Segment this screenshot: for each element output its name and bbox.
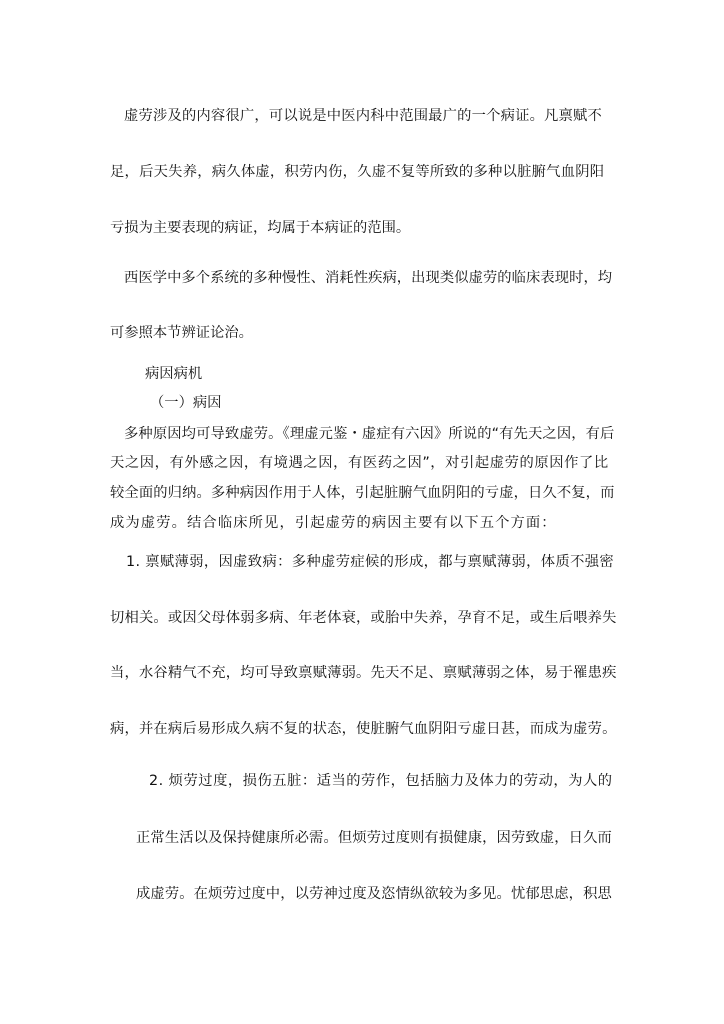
text-line: 当，水谷精气不充，均可导致禀赋薄弱。先天不足、禀赋薄弱之体，易于罹患疾 — [110, 665, 617, 681]
text-line: 天之因，有外感之因，有境遇之因，有医药之因”，对引起虚劳的原因作了比 — [110, 455, 609, 471]
section-heading: 病因病机 — [145, 366, 203, 382]
text-line: 亏损为主要表现的病证，均属于本病证的范围。 — [110, 220, 411, 236]
text-line: 正常生活以及保持健康所必需。但烦劳过度则有损健康，因劳致虚，日久而 — [136, 830, 612, 846]
text-line: 1. 禀赋薄弱，因虚致病：多种虚劳症候的形成，都与禀赋薄弱，体质不强密 — [126, 554, 615, 570]
text-line: 可参照本节辨证论治。 — [110, 325, 253, 341]
text-line: 足，后天失养，病久体虚，积劳内伤，久虚不复等所致的多种以脏腑气血阴阳 — [110, 164, 605, 180]
text-line: 虚劳涉及的内容很广，可以说是中医内科中范围最广的一个病证。凡禀赋不 — [124, 108, 602, 124]
text-line: 较全面的归纳。多种病因作用于人体，引起脏腑气血阴阳的亏虚，日久不复，而 — [110, 485, 615, 501]
text-line: 西医学中多个系统的多种慢性、消耗性疾病，出现类似虚劳的临床表现时，均 — [124, 270, 613, 286]
text-line: 2. 烦劳过度，损伤五脏：适当的劳作，包括脑力及体力的劳动，为人的 — [149, 773, 613, 789]
text-line: 成为虚劳。结合临床所见，引起虚劳的病因主要有以下五个方面： — [110, 515, 557, 531]
text-line: 病，并在病后易形成久病不复的状态，使脏腑气血阴阳亏虚日甚，而成为虚劳。 — [110, 721, 617, 737]
text-line: 多种原因均可导致虚劳。《理虚元鉴・虚症有六因》所说的“有先天之因，有后 — [124, 426, 615, 442]
text-line: 切相关。或因父母体弱多病、年老体衰，或胎中失养，孕育不足，或生后喂养失 — [110, 610, 617, 626]
subsection-heading: （一）病因 — [150, 395, 222, 411]
text-line: 成虚劳。在烦劳过度中，以劳神过度及恣情纵欲较为多见。忧郁思虑，积思 — [136, 886, 612, 902]
